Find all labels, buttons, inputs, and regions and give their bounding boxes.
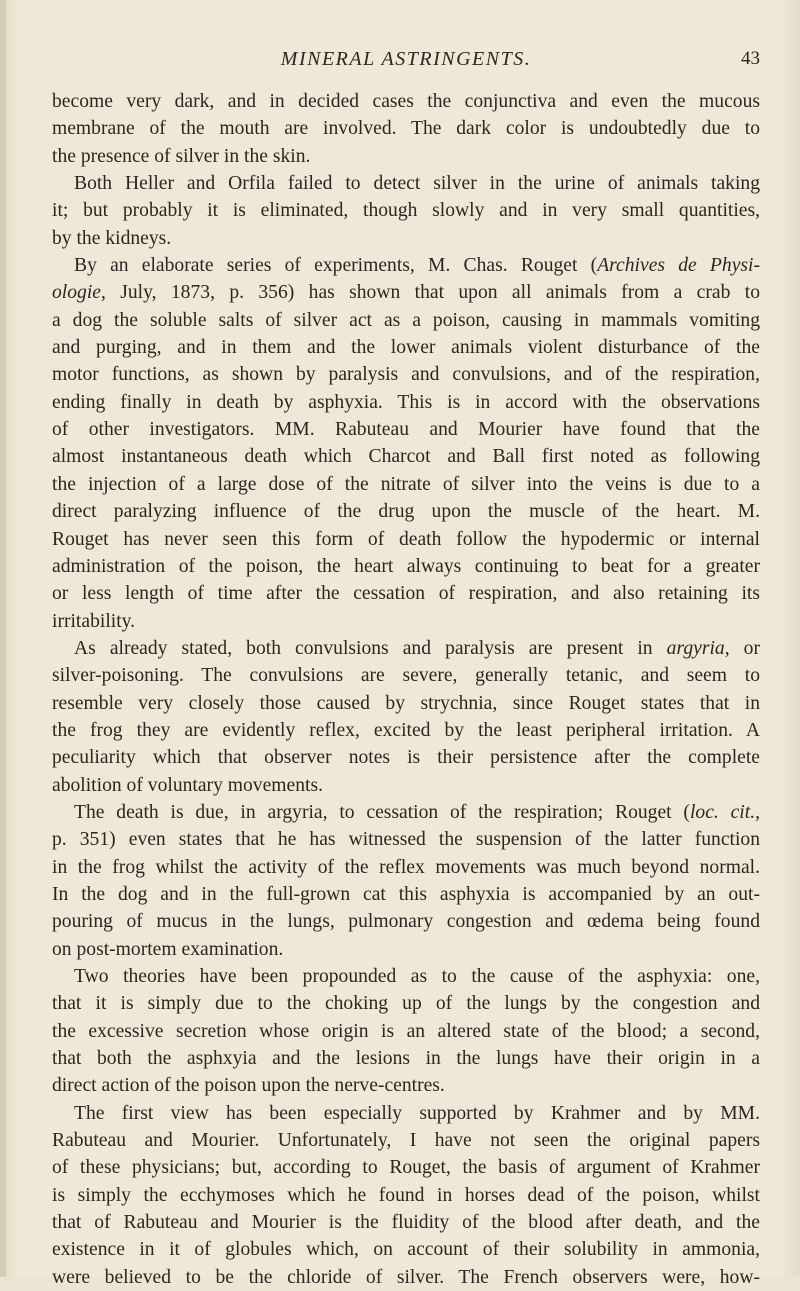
text-line: The first view has been especially supported by Krahmer and by MM. xyxy=(74,1102,760,1124)
text-line: Both Heller and Orfila failed to detect silver in the urine of animals taking xyxy=(74,173,760,195)
text-line: ologie, July, 1873, p. 356) has shown that upon all animals from a crab to xyxy=(52,282,760,304)
text-line: of these physicians; but, according to Rouget, the basis of argument of Krahmer xyxy=(52,1157,760,1179)
running-title: MINERAL ASTRINGENTS. xyxy=(280,48,532,70)
text-line: silver-poisoning. The convulsions are severe, generally tetanic, and seem to xyxy=(52,665,760,687)
text-line: that both the asphxyia and the lesions in the lungs have their origin in a xyxy=(52,1048,760,1070)
text-line: almost instantaneous death which Charcot and Ball first noted as following xyxy=(52,446,760,468)
text-line: direct paralyzing influence of the drug upon the muscle of the heart. M. xyxy=(52,501,760,523)
text-line: In the dog and in the full-grown cat this asphyxia is accompanied by an out- xyxy=(52,883,760,905)
text-line: by the kidneys. xyxy=(52,227,172,249)
text-line: existence in it of globules which, on account of their solubility in ammonia, xyxy=(52,1239,760,1261)
text-line: and purging, and in them and the lower animals violent disturbance of the xyxy=(52,337,760,359)
text-line: a dog the soluble salts of silver act as a poison, causing in mammals vomiting xyxy=(52,309,760,331)
text-line: of other investigators. MM. Rabuteau and Mourier have found that the xyxy=(52,419,760,441)
page-header xyxy=(52,48,760,76)
body-text xyxy=(52,88,760,1291)
text-line: is simply the ecchymoses which he found in horses dead of the poison, whilst xyxy=(52,1184,760,1206)
text-line: pouring of mucus in the lungs, pulmonary congestion and œdema being found xyxy=(52,911,760,933)
text-line: on post-mortem examination. xyxy=(52,938,284,960)
text-line: Rouget has never seen this form of death follow the hypodermic or internal xyxy=(52,528,760,550)
text-line: Two theories have been propounded as to the cause of the asphyxia: one, xyxy=(74,966,760,987)
text-line: were believed to be the chloride of silver. The French observers were, how- xyxy=(52,1266,760,1288)
text-line: abolition of voluntary movements. xyxy=(52,774,324,796)
text-line: that of Rabuteau and Mourier is the fluidity of the blood after death, and the xyxy=(52,1212,760,1234)
text-line: it; but probably it is eliminated, though slowly and in very small quantities, xyxy=(52,200,760,222)
text-line: membrane of the mouth are involved. The dark color is undoubtedly due to xyxy=(52,118,760,140)
text-line: ending finally in death by asphyxia. This is in accord with the observations xyxy=(52,391,760,413)
text-line: peculiarity which that observer notes is their persistence after the complete xyxy=(52,747,760,769)
text-line: resemble very closely those caused by strychnia, since Rouget states that in xyxy=(52,692,760,714)
text-line: the excessive secretion whose origin is an altered state of the blood; a second, xyxy=(52,1020,760,1042)
text-line: the presence of silver in the skin. xyxy=(52,145,311,167)
text-line: direct action of the poison upon the nerve-centres. xyxy=(52,1075,445,1097)
text-line: become very dark, and in decided cases the conjunctiva and even the mucous xyxy=(52,91,760,112)
text-line: p. 351) even states that he has witnessed the suspension of the latter function xyxy=(52,829,760,851)
text-line: Rabuteau and Mourier. Unfortunately, I have not seen the original papers xyxy=(52,1130,760,1152)
text-line: that it is simply due to the choking up of the lungs by the congestion and xyxy=(52,993,760,1015)
text-line: in the frog whilst the activity of the reflex movements was much beyond normal. xyxy=(52,856,760,878)
text-line: or less length of time after the cessation of respiration, and also retaining its xyxy=(52,583,760,605)
text-line: the frog they are evidently reflex, excited by the least peripheral irritation. A xyxy=(52,719,760,741)
text-line: irritability. xyxy=(52,610,136,632)
text-line: administration of the poison, the heart always continuing to beat for a greater xyxy=(52,555,760,577)
text-line: By an elaborate series of experiments, M. Chas. Rouget (Archives de Physi- xyxy=(74,255,760,277)
text-line: The death is due, in argyria, to cessation of the respiration; Rouget (loc. cit., xyxy=(74,801,760,823)
page-gutter-edge xyxy=(0,0,6,1277)
text-line: motor functions, as shown by paralysis and convulsions, and of the respiration, xyxy=(52,364,760,386)
text-line: As already stated, both convulsions and paralysis are present in argyria, or xyxy=(74,637,760,659)
page-number: 43 xyxy=(741,48,760,69)
text-line: the injection of a large dose of the nitrate of silver into the veins is due to a xyxy=(52,473,760,495)
